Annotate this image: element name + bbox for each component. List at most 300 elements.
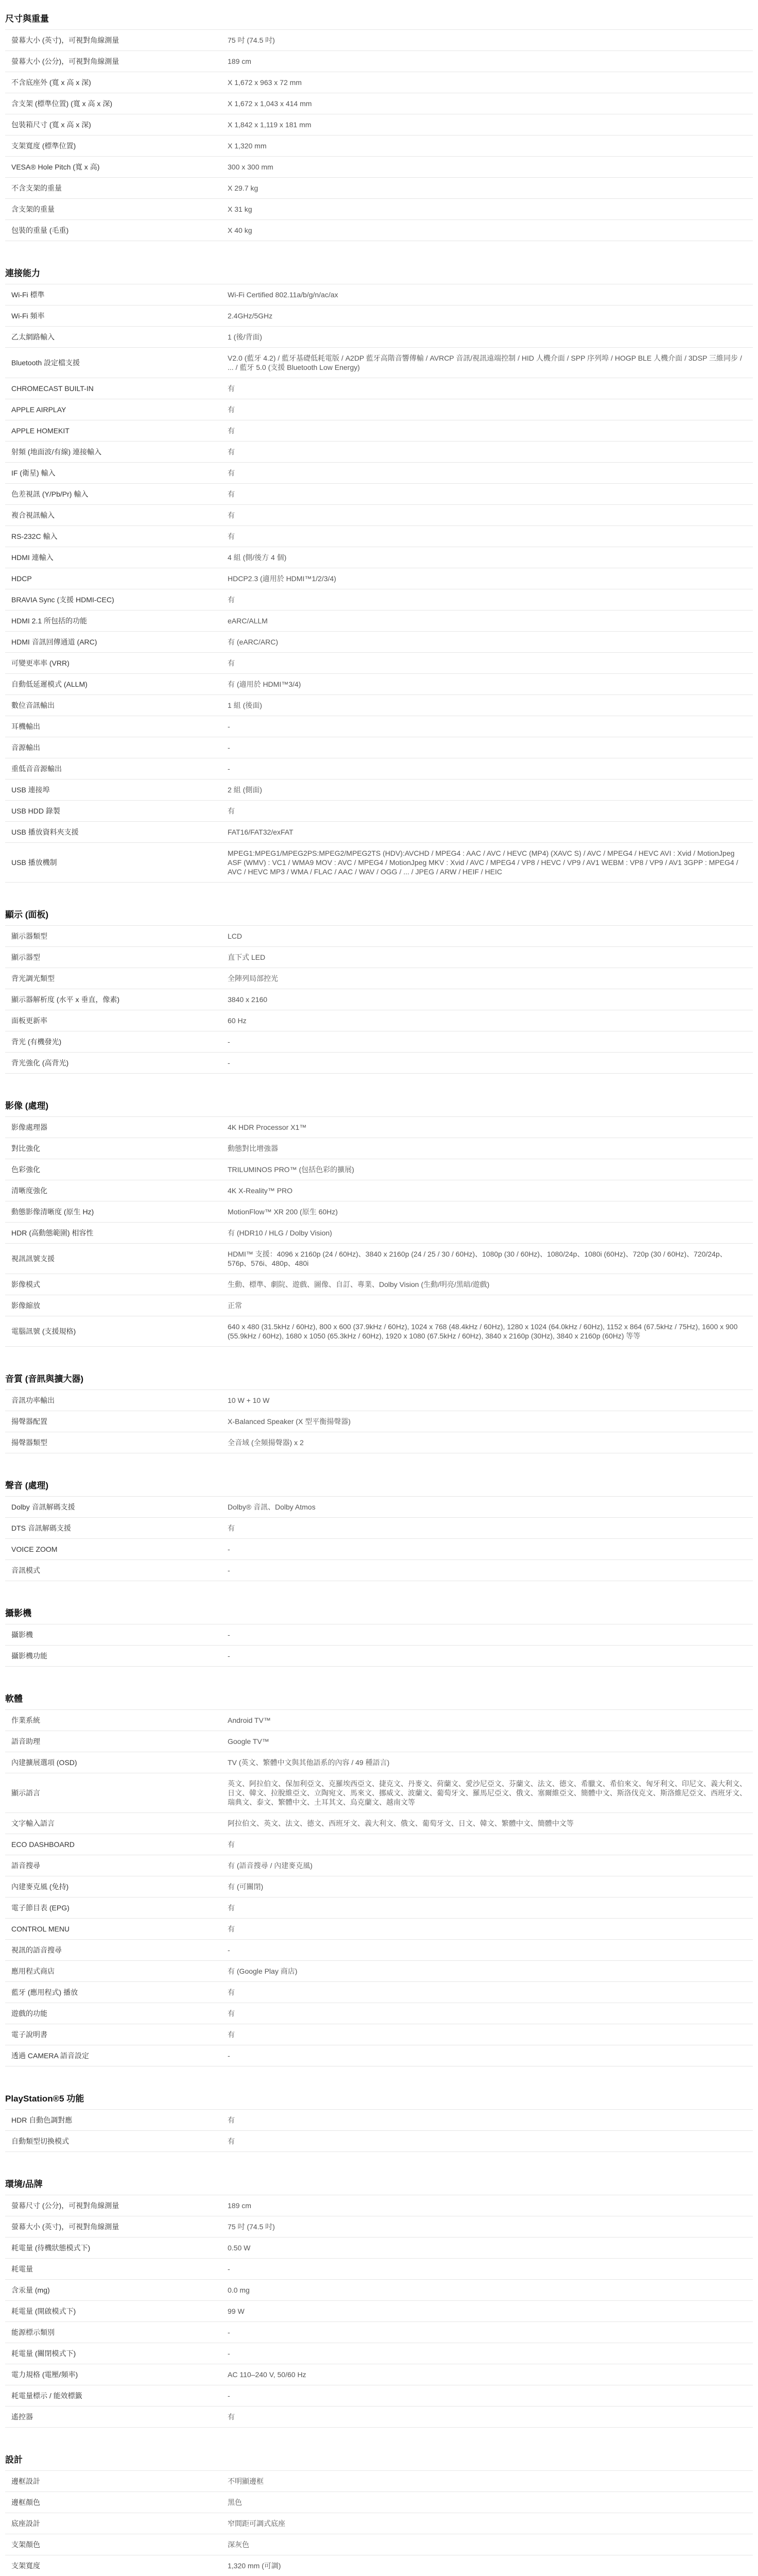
spec-label: 背光強化 (高背光)	[5, 1053, 221, 1074]
spec-row	[5, 1201, 753, 1223]
section-title: 環境/品牌	[5, 2179, 43, 2189]
spec-label: 顯示器類型	[5, 926, 221, 947]
spec-row	[5, 2195, 753, 2216]
spec-value: 有	[221, 2003, 753, 2024]
spec-section	[5, 1091, 753, 1347]
spec-row	[5, 2555, 753, 2576]
spec-value: 有	[221, 2131, 753, 2152]
spec-label: 攝影機功能	[5, 1646, 221, 1667]
spec-row	[5, 114, 753, 135]
spec-value: X 40 kg	[221, 220, 753, 241]
spec-label: 藍牙 (應用程式) 播放	[5, 1982, 221, 2003]
spec-table	[5, 925, 753, 1074]
spec-row	[5, 1940, 753, 1961]
spec-row	[5, 1624, 753, 1646]
spec-label: RS-232C 輸入	[5, 526, 221, 547]
spec-row	[5, 1646, 753, 1667]
spec-section	[5, 259, 753, 883]
spec-value: 189 cm	[221, 51, 753, 72]
section-title: 設計	[5, 2455, 23, 2465]
spec-label: 音源輸出	[5, 737, 221, 758]
spec-label: 自動類型切換模式	[5, 2131, 221, 2152]
spec-value: -	[221, 1624, 753, 1646]
spec-label: 遊戲的功能	[5, 2003, 221, 2024]
spec-value: 4K X-Reality™ PRO	[221, 1180, 753, 1201]
spec-row	[5, 2301, 753, 2322]
spec-value: -	[221, 1646, 753, 1667]
spec-row	[5, 505, 753, 526]
spec-row	[5, 2492, 753, 2513]
spec-value: 0.50 W	[221, 2238, 753, 2259]
spec-label: 遙控器	[5, 2406, 221, 2428]
spec-value: Wi-Fi Certified 802.11a/b/g/n/ac/ax	[221, 284, 753, 306]
spec-row	[5, 1432, 753, 1453]
spec-row	[5, 484, 753, 505]
spec-value: -	[221, 2385, 753, 2406]
spec-value: 窄間距可調式底座	[221, 2513, 753, 2534]
spec-row	[5, 779, 753, 801]
spec-value: 正常	[221, 1295, 753, 1316]
spec-label: 不含底座外 (寬 x 高 x 深)	[5, 72, 221, 93]
spec-row	[5, 2385, 753, 2406]
spec-row	[5, 2045, 753, 2066]
spec-value: 有 (語音搜尋 / 內建麥克風)	[221, 1855, 753, 1876]
spec-row	[5, 284, 753, 306]
spec-row	[5, 399, 753, 420]
spec-value: 黑色	[221, 2492, 753, 2513]
spec-value: Android TV™	[221, 1710, 753, 1731]
spec-label: Dolby 音訊解碼支援	[5, 1497, 221, 1518]
spec-row	[5, 420, 753, 442]
spec-row	[5, 1223, 753, 1244]
spec-label: 重低音音源輸出	[5, 758, 221, 779]
spec-value: MotionFlow™ XR 200 (原生 60Hz)	[221, 1201, 753, 1223]
spec-row	[5, 716, 753, 737]
spec-row	[5, 674, 753, 695]
spec-value: 1,320 mm (可調)	[221, 2555, 753, 2576]
spec-value: 1 組 (後面)	[221, 695, 753, 716]
spec-row	[5, 1876, 753, 1897]
spec-value: 有	[221, 2406, 753, 2428]
spec-value: 有	[221, 1919, 753, 1940]
section-title: 影像 (處理)	[5, 1101, 49, 1111]
spec-row	[5, 306, 753, 327]
spec-label: 螢幕大小 (英寸)，可視對角線測量	[5, 30, 221, 51]
section-title: 軟體	[5, 1694, 23, 1704]
spec-value: 有	[221, 484, 753, 505]
spec-value: 2 組 (側面)	[221, 779, 753, 801]
spec-value: MPEG1:MPEG1/MPEG2PS:MPEG2/MPEG2TS (HDV):AVCHD / MPEG4 : AAC / AVC / HEVC (MP4) (XAVC S) / AVC / MPEG4 / HEVC AVI : Xvid / MotionJpeg ASF (WMV) : VC1 / WMA9 MOV : AVC / MPEG4 / MotionJpeg MKV : Xvid / AVC / MPEG4 / VP8 / HEVC / VP9 / AV1 WEBM : VP8 / VP9 / AV1 3GPP : MPEG4 / AVC / HEVC MP3 / WMA / FLAC / AAC / WAV / OGG / ... / JPEG / ARW / HEIF / HEIC	[221, 843, 753, 883]
spec-row	[5, 2131, 753, 2152]
spec-row	[5, 135, 753, 157]
spec-label: HDMI 連輸入	[5, 547, 221, 568]
spec-section	[5, 1599, 753, 1667]
spec-row	[5, 1117, 753, 1138]
spec-value: -	[221, 1053, 753, 1074]
spec-value: 深灰色	[221, 2534, 753, 2555]
spec-section	[5, 2170, 753, 2428]
spec-label: IF (衛星) 輸入	[5, 463, 221, 484]
spec-label: 不含支架的重量	[5, 178, 221, 199]
spec-row	[5, 1731, 753, 1752]
spec-value: FAT16/FAT32/exFAT	[221, 822, 753, 843]
spec-label: 語音助理	[5, 1731, 221, 1752]
spec-value: 有	[221, 1834, 753, 1855]
spec-value: 有	[221, 1897, 753, 1919]
spec-label: 顯示語言	[5, 1773, 221, 1813]
spec-value: 有	[221, 505, 753, 526]
spec-value: 英文、阿拉伯文、保加利亞文、克羅埃西亞文、捷克文、丹麥文、荷蘭文、愛沙尼亞文、芬蘭文、法文、德文、希臘文、希伯來文、匈牙利文、印尼文、義大利文、日文、韓文、拉脫維亞文、立陶宛文、馬來文、挪威文、波蘭文、葡萄牙文、羅馬尼亞文、俄文、塞爾維亞文、簡體中文、斯洛伐克文、斯洛維尼亞文、西班牙文、瑞典文、泰文、繁體中文、土耳其文、烏克蘭文、越南文等	[221, 1773, 753, 1813]
spec-table	[5, 1116, 753, 1347]
spec-row	[5, 1274, 753, 1295]
spec-value: V2.0 (藍牙 4.2) / 藍牙基礎低耗電版 / A2DP 藍牙高階音響傳輸 / AVRCP 音訊/視訊遠端控制 / HID 人機介面 / SPP 序列埠 / HOGP BLE 人機介面 / 3DSP 三維同步 / ... / 藍牙 5.0 (支援 Bluetooth Low Energy)	[221, 348, 753, 378]
spec-value: 有	[221, 463, 753, 484]
spec-row	[5, 1390, 753, 1411]
spec-row	[5, 695, 753, 716]
spec-row	[5, 2471, 753, 2492]
spec-row	[5, 1982, 753, 2003]
spec-value: 4 組 (側/後方 4 個)	[221, 547, 753, 568]
spec-label: ECO DASHBOARD	[5, 1834, 221, 1855]
spec-value: 4K HDR Processor X1™	[221, 1117, 753, 1138]
spec-row	[5, 968, 753, 989]
spec-value: 直下式 LED	[221, 947, 753, 968]
spec-label: BRAVIA Sync (支援 HDMI-CEC)	[5, 589, 221, 611]
spec-label: 視訊訊號支援	[5, 1244, 221, 1274]
spec-table	[5, 284, 753, 883]
spec-label: 內建麥克風 (免持)	[5, 1876, 221, 1897]
spec-row	[5, 1518, 753, 1539]
spec-table	[5, 2109, 753, 2152]
spec-row	[5, 1773, 753, 1813]
spec-label: 背光 (有機發光)	[5, 1031, 221, 1053]
spec-label: Bluetooth 設定檔支援	[5, 348, 221, 378]
spec-label: 含汞量 (mg)	[5, 2280, 221, 2301]
spec-label: APPLE AIRPLAY	[5, 399, 221, 420]
spec-label: 清晰度強化	[5, 1180, 221, 1201]
spec-value: -	[221, 2343, 753, 2364]
spec-label: 影像縮放	[5, 1295, 221, 1316]
spec-value: -	[221, 1560, 753, 1581]
spec-label: 複合視訊輸入	[5, 505, 221, 526]
spec-value: X 1,672 x 963 x 72 mm	[221, 72, 753, 93]
spec-row	[5, 2280, 753, 2301]
spec-row	[5, 1316, 753, 1347]
spec-value: 有	[221, 653, 753, 674]
spec-value: 有	[221, 399, 753, 420]
spec-label: 射頻 (地面波/有線) 連接輸入	[5, 442, 221, 463]
spec-row	[5, 1411, 753, 1432]
spec-label: 對比強化	[5, 1138, 221, 1159]
spec-value: 有	[221, 1982, 753, 2003]
spec-label: HDMI 音訊回傳通道 (ARC)	[5, 632, 221, 653]
spec-row	[5, 547, 753, 568]
spec-label: 含支架 (標準位置) (寬 x 高 x 深)	[5, 93, 221, 114]
spec-section	[5, 1684, 753, 2066]
spec-value: 75 吋 (74.5 吋)	[221, 30, 753, 51]
spec-value: 0.0 mg	[221, 2280, 753, 2301]
spec-row	[5, 2513, 753, 2534]
spec-value: 有	[221, 442, 753, 463]
spec-table	[5, 1389, 753, 1453]
spec-row	[5, 926, 753, 947]
spec-row	[5, 1138, 753, 1159]
spec-label: 包裝箱尺寸 (寬 x 高 x 深)	[5, 114, 221, 135]
spec-row	[5, 1031, 753, 1053]
spec-row	[5, 327, 753, 348]
spec-row	[5, 72, 753, 93]
spec-row	[5, 1539, 753, 1560]
spec-row	[5, 30, 753, 51]
spec-row	[5, 737, 753, 758]
spec-row	[5, 1159, 753, 1180]
spec-label: 透過 CAMERA 語音設定	[5, 2045, 221, 2066]
spec-table	[5, 2195, 753, 2428]
section-title: 尺寸與重量	[5, 14, 49, 24]
spec-label: HDCP	[5, 568, 221, 589]
spec-value: -	[221, 1031, 753, 1053]
spec-section	[5, 2084, 753, 2152]
spec-label: 攝影機	[5, 1624, 221, 1646]
spec-label: 可變更率率 (VRR)	[5, 653, 221, 674]
spec-value: 2.4GHz/5GHz	[221, 306, 753, 327]
spec-value: 189 cm	[221, 2195, 753, 2216]
spec-label: 耗電量 (待機狀態模式下)	[5, 2238, 221, 2259]
spec-row	[5, 589, 753, 611]
spec-value: 生動、標準、劇院、遊戲、圖像、自訂、專業、Dolby Vision (生動/明亮/黑暗/遊戲)	[221, 1274, 753, 1295]
spec-value: X-Balanced Speaker (X 型平衡揚聲器)	[221, 1411, 753, 1432]
spec-label: 耗電量標示 / 能效標籤	[5, 2385, 221, 2406]
spec-row	[5, 220, 753, 241]
spec-value: 有	[221, 589, 753, 611]
spec-table	[5, 29, 753, 241]
spec-row	[5, 51, 753, 72]
spec-label: 背光調光類型	[5, 968, 221, 989]
spec-row	[5, 378, 753, 399]
spec-row	[5, 2110, 753, 2131]
spec-value: X 1,842 x 1,119 x 181 mm	[221, 114, 753, 135]
spec-row	[5, 1010, 753, 1031]
spec-label: 耗電量 (開啟模式下)	[5, 2301, 221, 2322]
spec-value: 640 x 480 (31.5kHz / 60Hz), 800 x 600 (37.9kHz / 60Hz), 1024 x 768 (48.4kHz / 60Hz), 1280 x 1024 (64.0kHz / 60Hz), 1152 x 864 (67.5kHz / 75Hz), 1600 x 900 (55.9kHz / 60Hz), 1680 x 1050 (65.3kHz / 60Hz), 1920 x 1080 (67.5kHz / 60Hz), 3840 x 2160p (30Hz), 3840 x 2160p (60Hz) 等等	[221, 1316, 753, 1347]
spec-row	[5, 611, 753, 632]
spec-row	[5, 2003, 753, 2024]
spec-value: 動態對比增強器	[221, 1138, 753, 1159]
spec-value: -	[221, 716, 753, 737]
spec-row	[5, 463, 753, 484]
spec-row	[5, 1834, 753, 1855]
spec-value: 有 (適用於 HDMI™3/4)	[221, 674, 753, 695]
spec-label: CHROMECAST BUILT-IN	[5, 378, 221, 399]
spec-row	[5, 157, 753, 178]
section-title: PlayStation®5 功能	[5, 2094, 84, 2104]
spec-label: USB HDD 錄製	[5, 801, 221, 822]
spec-value: 有	[221, 801, 753, 822]
spec-label: USB 播放機制	[5, 843, 221, 883]
spec-label: 揚聲器配置	[5, 1411, 221, 1432]
spec-row	[5, 1180, 753, 1201]
spec-label: 支架寬度 (標準位置)	[5, 135, 221, 157]
spec-row	[5, 1244, 753, 1274]
spec-value: X 31 kg	[221, 199, 753, 220]
spec-row	[5, 1855, 753, 1876]
spec-row	[5, 2343, 753, 2364]
spec-value: Dolby® 音訊、Dolby Atmos	[221, 1497, 753, 1518]
spec-row	[5, 1752, 753, 1773]
spec-label: 顯示器型	[5, 947, 221, 968]
spec-value: 不明顯邊框	[221, 2471, 753, 2492]
spec-row	[5, 801, 753, 822]
spec-row	[5, 822, 753, 843]
spec-value: 有 (可關閉)	[221, 1876, 753, 1897]
spec-label: 螢幕大小 (公分)，可視對角線測量	[5, 51, 221, 72]
spec-label: USB 播放資料夾支援	[5, 822, 221, 843]
spec-label: 含支架的重量	[5, 199, 221, 220]
spec-label: 影像模式	[5, 1274, 221, 1295]
spec-label: USB 連接埠	[5, 779, 221, 801]
spec-label: 電子節目表 (EPG)	[5, 1897, 221, 1919]
spec-row	[5, 2322, 753, 2343]
spec-value: 10 W + 10 W	[221, 1390, 753, 1411]
spec-value: 有 (HDR10 / HLG / Dolby Vision)	[221, 1223, 753, 1244]
spec-value: -	[221, 2259, 753, 2280]
spec-label: 音訊功率輸出	[5, 1390, 221, 1411]
spec-label: 內建擴展選項 (OSD)	[5, 1752, 221, 1773]
spec-value: 有	[221, 2110, 753, 2131]
spec-label: 音訊模式	[5, 1560, 221, 1581]
spec-label: HDMI 2.1 所包括的功能	[5, 611, 221, 632]
spec-section	[5, 4, 753, 241]
spec-label: 電力規格 (電壓/頻率)	[5, 2364, 221, 2385]
spec-table	[5, 1709, 753, 2066]
spec-label: HDR 自動色調對應	[5, 2110, 221, 2131]
spec-label: 動態影像清晰度 (原生 Hz)	[5, 1201, 221, 1223]
spec-value: 75 吋 (74.5 吋)	[221, 2216, 753, 2238]
spec-value: X 1,320 mm	[221, 135, 753, 157]
spec-value: 全音域 (全頻揚聲器) x 2	[221, 1432, 753, 1453]
spec-value: X 1,672 x 1,043 x 414 mm	[221, 93, 753, 114]
spec-label: 電腦訊號 (支援規格)	[5, 1316, 221, 1347]
spec-value: LCD	[221, 926, 753, 947]
spec-label: 邊框設計	[5, 2471, 221, 2492]
spec-label: 耳機輸出	[5, 716, 221, 737]
spec-row	[5, 632, 753, 653]
spec-row	[5, 1295, 753, 1316]
spec-section	[5, 1364, 753, 1453]
spec-label: 支架寬度	[5, 2555, 221, 2576]
spec-label: 數位音訊輸出	[5, 695, 221, 716]
spec-label: 語音搜尋	[5, 1855, 221, 1876]
spec-label: 耗電量	[5, 2259, 221, 2280]
spec-table	[5, 2470, 753, 2576]
spec-value: 60 Hz	[221, 1010, 753, 1031]
spec-value: TV (英文、繁體中文與其他語系的內容 / 49 種語言)	[221, 1752, 753, 1773]
spec-section	[5, 900, 753, 1074]
spec-label: 面板更新率	[5, 1010, 221, 1031]
spec-row	[5, 1919, 753, 1940]
spec-value: 有 (Google Play 商店)	[221, 1961, 753, 1982]
spec-label: 色差視訊 (Y/Pb/Pr) 輸入	[5, 484, 221, 505]
spec-value: -	[221, 758, 753, 779]
spec-label: Wi-Fi 頻率	[5, 306, 221, 327]
spec-label: 耗電量 (關閉模式下)	[5, 2343, 221, 2364]
spec-row	[5, 1053, 753, 1074]
spec-row	[5, 947, 753, 968]
spec-value: -	[221, 2322, 753, 2343]
spec-row	[5, 178, 753, 199]
spec-row	[5, 568, 753, 589]
section-title: 連接能力	[5, 268, 40, 278]
section-title: 聲音 (處理)	[5, 1481, 49, 1490]
spec-row	[5, 2238, 753, 2259]
spec-row	[5, 199, 753, 220]
spec-value: 有	[221, 2024, 753, 2045]
spec-row	[5, 2406, 753, 2428]
spec-value: 3840 x 2160	[221, 989, 753, 1010]
spec-value: 有 (eARC/ARC)	[221, 632, 753, 653]
spec-label: Wi-Fi 標準	[5, 284, 221, 306]
spec-label: 顯示器解析度 (水平 x 垂直，像素)	[5, 989, 221, 1010]
spec-value: 全陣列局部控光	[221, 968, 753, 989]
spec-value: 阿拉伯文、英文、法文、德文、西班牙文、義大利文、俄文、葡萄牙文、日文、韓文、繁體中文、簡體中文等	[221, 1813, 753, 1834]
spec-row	[5, 653, 753, 674]
spec-label: 自動低延遲模式 (ALLM)	[5, 674, 221, 695]
spec-value: -	[221, 2045, 753, 2066]
spec-row	[5, 526, 753, 547]
spec-value: 有	[221, 420, 753, 442]
spec-row	[5, 2259, 753, 2280]
spec-row	[5, 843, 753, 883]
spec-label: 邊框顏色	[5, 2492, 221, 2513]
spec-label: 文字輸入語言	[5, 1813, 221, 1834]
section-title: 音質 (音訊與擴大器)	[5, 1374, 84, 1384]
spec-row	[5, 2534, 753, 2555]
spec-value: -	[221, 737, 753, 758]
spec-label: 揚聲器類型	[5, 1432, 221, 1453]
spec-label: VOICE ZOOM	[5, 1539, 221, 1560]
spec-value: -	[221, 1539, 753, 1560]
spec-value: 300 x 300 mm	[221, 157, 753, 178]
spec-row	[5, 2024, 753, 2045]
spec-label: CONTROL MENU	[5, 1919, 221, 1940]
spec-row	[5, 1897, 753, 1919]
spec-table	[5, 1496, 753, 1581]
spec-table	[5, 1624, 753, 1667]
spec-label: 螢幕大小 (英寸)，可視對角線測量	[5, 2216, 221, 2238]
spec-section	[5, 1471, 753, 1581]
spec-row	[5, 2364, 753, 2385]
spec-label: 色彩強化	[5, 1159, 221, 1180]
spec-label: 底座設計	[5, 2513, 221, 2534]
spec-value: HDMI™ 支援：4096 x 2160p (24 / 60Hz)、3840 x 2160p (24 / 25 / 30 / 60Hz)、1080p (30 / 60Hz)、1080/24p、1080i (60Hz)、720p (30 / 60Hz)、720/24p、576p、576i、480p、480i	[221, 1244, 753, 1274]
spec-row	[5, 989, 753, 1010]
spec-value: eARC/ALLM	[221, 611, 753, 632]
spec-row	[5, 1560, 753, 1581]
spec-row	[5, 93, 753, 114]
section-title: 攝影機	[5, 1608, 31, 1618]
spec-value: AC 110–240 V, 50/60 Hz	[221, 2364, 753, 2385]
spec-value: X 29.7 kg	[221, 178, 753, 199]
spec-row	[5, 2216, 753, 2238]
spec-label: 作業系統	[5, 1710, 221, 1731]
section-title: 顯示 (面板)	[5, 910, 49, 920]
spec-label: 能源標示類別	[5, 2322, 221, 2343]
spec-label: 視訊的語音搜尋	[5, 1940, 221, 1961]
spec-value: 1 (後/背面)	[221, 327, 753, 348]
spec-section	[5, 2445, 753, 2576]
spec-row	[5, 1961, 753, 1982]
spec-label: 包裝的重量 (毛重)	[5, 220, 221, 241]
